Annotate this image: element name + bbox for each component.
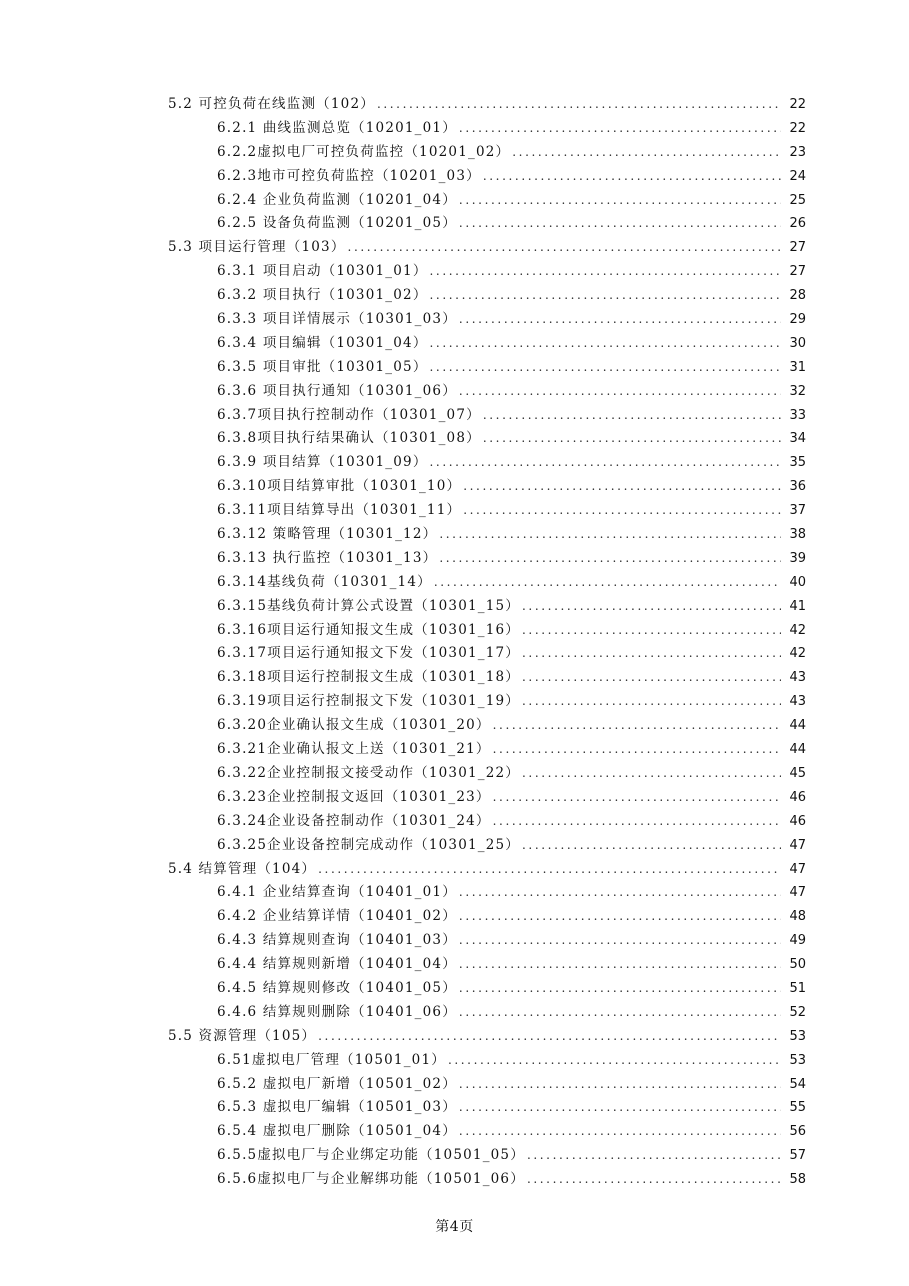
toc-subsection-entry[interactable] (0, 450, 909, 474)
toc-entry-title: 6.5.3 虚拟电厂编辑（10501_03） (217, 1099, 457, 1116)
toc-entry-title: 6.4.6 结算规则删除（10401_06） (217, 1003, 457, 1020)
toc-entry-title: 6.3.5 项目审批（10301_05） (217, 358, 428, 375)
toc-dot-leader (459, 312, 781, 326)
toc-subsection-entry[interactable] (0, 809, 909, 833)
toc-subsection-entry[interactable] (0, 331, 909, 355)
toc-entry-title: 6.3.9 项目结算（10301_09） (217, 454, 428, 471)
toc-dot-leader (483, 431, 781, 445)
toc-page-number: 58 (789, 1172, 806, 1188)
toc-dot-leader (448, 1053, 781, 1067)
toc-subsection-entry[interactable] (0, 522, 909, 546)
toc-entry-title: 6.3.22企业控制报文接受动作（10301_22） (217, 764, 521, 781)
toc-subsection-entry[interactable] (0, 761, 909, 785)
toc-entry-title: 6.4.2 企业结算详情（10401_02） (217, 908, 457, 925)
toc-page-number: 41 (789, 598, 806, 614)
toc-entry-title: 5.4 结算管理（104） (168, 860, 317, 877)
toc-subsection-entry[interactable] (0, 140, 909, 164)
toc-subsection-entry[interactable] (0, 116, 909, 140)
toc-dot-leader (434, 575, 781, 589)
toc-entry-title: 6.4.3 结算规则查询（10401_03） (217, 932, 457, 949)
toc-entry-title: 6.3.1 项目启动（10301_01） (217, 263, 428, 280)
toc-dot-leader (459, 909, 781, 923)
toc-dot-leader (483, 169, 781, 183)
toc-dot-leader (459, 384, 781, 398)
toc-page-number: 27 (789, 240, 806, 256)
toc-subsection-entry[interactable] (0, 403, 909, 427)
toc-subsection-entry[interactable] (0, 689, 909, 713)
toc-entry-title: 6.2.5 设备负荷监测（10201_05） (217, 215, 457, 232)
toc-page-number: 53 (789, 1052, 806, 1068)
toc-page-number: 56 (789, 1124, 806, 1140)
toc-page-number: 44 (789, 718, 806, 734)
toc-dot-leader (459, 121, 781, 135)
toc-dot-leader (522, 599, 781, 613)
toc-dot-leader (430, 264, 781, 278)
toc-dot-leader (463, 479, 781, 493)
toc-dot-leader (430, 336, 781, 350)
toc-page-number: 57 (789, 1148, 806, 1164)
toc-entry-title: 6.3.24企业设备控制动作（10301_24） (217, 812, 491, 829)
toc-page-number: 23 (789, 144, 806, 160)
toc-page-number: 33 (789, 407, 806, 423)
toc-section-entry[interactable] (0, 92, 909, 116)
toc-entry-title: 6.4.4 结算规则新增（10401_04） (217, 956, 457, 973)
toc-entry-title: 6.3.6 项目执行通知（10301_06） (217, 382, 457, 399)
toc-subsection-entry[interactable] (0, 880, 909, 904)
toc-dot-leader (493, 814, 781, 828)
toc-page-number: 30 (789, 335, 806, 351)
toc-page-number: 46 (789, 789, 806, 805)
toc-dot-leader (459, 1077, 781, 1091)
toc-entry-title: 6.3.7项目执行控制动作（10301_07） (217, 406, 481, 423)
toc-dot-leader (522, 646, 781, 660)
toc-entry-title: 6.3.19项目运行控制报文下发（10301_19） (217, 693, 521, 710)
toc-page-number: 32 (789, 383, 806, 399)
toc-entry-title: 6.3.12 策略管理（10301_12） (217, 526, 438, 543)
toc-dot-leader (348, 240, 781, 254)
toc-dot-leader (318, 1029, 781, 1043)
toc-subsection-entry[interactable] (0, 1048, 909, 1072)
toc-dot-leader (377, 97, 781, 111)
toc-entry-title: 6.5.5虚拟电厂与企业绑定功能（10501_05） (217, 1147, 525, 1164)
toc-page-number: 49 (789, 933, 806, 949)
toc-page-number: 22 (789, 97, 806, 112)
toc-dot-leader (439, 527, 781, 541)
toc-page-number: 50 (789, 957, 806, 973)
toc-subsection-entry[interactable] (0, 833, 909, 857)
toc-page-number: 39 (789, 550, 806, 566)
toc-subsection-entry[interactable] (0, 426, 909, 450)
toc-page-number: 35 (789, 455, 806, 471)
toc-subsection-entry[interactable] (0, 474, 909, 498)
toc-subsection-entry[interactable] (0, 211, 909, 235)
toc-entry-title: 6.3.13 执行监控（10301_13） (217, 549, 438, 566)
toc-page-number: 43 (789, 694, 806, 710)
toc-subsection-entry[interactable] (0, 976, 909, 1000)
toc-entry-title: 6.3.10项目结算审批（10301_10） (217, 478, 462, 495)
toc-section-entry[interactable] (0, 1024, 909, 1048)
toc-subsection-entry[interactable] (0, 1143, 909, 1167)
toc-dot-leader (493, 742, 781, 756)
toc-dot-leader (522, 694, 781, 708)
toc-subsection-entry[interactable] (0, 737, 909, 761)
toc-subsection-entry[interactable] (0, 307, 909, 331)
toc-dot-leader (459, 1124, 781, 1138)
toc-section-entry[interactable] (0, 235, 909, 259)
toc-subsection-entry[interactable] (0, 259, 909, 283)
toc-subsection-entry[interactable] (0, 904, 909, 928)
toc-page-number: 47 (789, 837, 806, 853)
toc-page-number: 27 (789, 264, 806, 280)
toc-subsection-entry[interactable] (0, 570, 909, 594)
toc-entry-title: 6.3.14基线负荷（10301_14） (217, 573, 432, 590)
toc-dot-leader (483, 408, 781, 422)
toc-dot-leader (430, 455, 781, 469)
toc-entry-title: 6.2.4 企业负荷监测（10201_04） (217, 191, 457, 208)
toc-dot-leader (522, 623, 781, 637)
toc-entry-title: 6.5.6虚拟电厂与企业解绑功能（10501_06） (217, 1171, 525, 1188)
toc-dot-leader (459, 981, 781, 995)
toc-page-number: 48 (789, 909, 806, 925)
toc-entry-title: 6.3.8项目执行结果确认（10301_08） (217, 430, 481, 447)
toc-page-number: 24 (789, 168, 806, 184)
toc-dot-leader (522, 766, 781, 780)
toc-page-number: 42 (789, 646, 806, 662)
toc-entry-title: 6.3.16项目运行通知报文生成（10301_16） (217, 621, 521, 638)
toc-dot-leader (459, 957, 781, 971)
toc-subsection-entry[interactable] (0, 1000, 909, 1024)
toc-page-number: 29 (789, 312, 806, 328)
toc-subsection-entry[interactable] (0, 665, 909, 689)
toc-page-number: 53 (789, 1028, 806, 1044)
toc-entry-title: 6.2.2虚拟电厂可控负荷监控（10201_02） (217, 143, 511, 160)
toc-dot-leader (439, 551, 781, 565)
toc-subsection-entry[interactable] (0, 1119, 909, 1143)
toc-subsection-entry[interactable] (0, 355, 909, 379)
toc-page-number: 47 (789, 885, 806, 901)
toc-entry-title: 6.5.4 虚拟电厂删除（10501_04） (217, 1123, 457, 1140)
toc-page-number: 37 (789, 503, 806, 519)
toc-page-number: 47 (789, 861, 806, 877)
toc-dot-leader (522, 838, 781, 852)
toc-dot-leader (493, 790, 781, 804)
toc-entry-title: 5.5 资源管理（105） (168, 1027, 317, 1044)
toc-subsection-entry[interactable] (0, 594, 909, 618)
toc-entry-title: 6.4.5 结算规则修改（10401_05） (217, 979, 457, 996)
toc-page-number: 44 (789, 742, 806, 758)
toc-page-number: 26 (789, 216, 806, 232)
toc-page-number: 54 (789, 1076, 806, 1092)
toc-entry-title: 6.2.3地市可控负荷监控（10201_03） (217, 167, 481, 184)
toc-subsection-entry[interactable] (0, 498, 909, 522)
table-of-contents (0, 92, 909, 1191)
toc-page-number: 55 (789, 1100, 806, 1116)
toc-page-number: 25 (789, 192, 806, 208)
toc-subsection-entry[interactable] (0, 952, 909, 976)
toc-dot-leader (430, 288, 781, 302)
toc-dot-leader (512, 145, 781, 159)
toc-entry-title: 6.3.17项目运行通知报文下发（10301_17） (217, 645, 521, 662)
toc-section-entry[interactable] (0, 857, 909, 881)
toc-page-number: 28 (789, 288, 806, 304)
toc-page-number: 43 (789, 670, 806, 686)
toc-entry-title: 6.2.1 曲线监测总览（10201_01） (217, 119, 457, 136)
toc-dot-leader (527, 1172, 781, 1186)
toc-subsection-entry[interactable] (0, 188, 909, 212)
page-number-footer: 第4页 (435, 1219, 474, 1235)
toc-entry-title: 5.2 可控负荷在线监测（102） (168, 96, 375, 112)
toc-page-number: 52 (789, 1004, 806, 1020)
toc-dot-leader (459, 216, 781, 230)
toc-dot-leader (318, 862, 781, 876)
toc-dot-leader (430, 360, 781, 374)
toc-entry-title: 6.51虚拟电厂管理（10501_01） (217, 1051, 446, 1068)
toc-subsection-entry[interactable] (0, 785, 909, 809)
toc-entry-title: 6.3.23企业控制报文返回（10301_23） (217, 788, 491, 805)
toc-subsection-entry[interactable] (0, 164, 909, 188)
toc-page-number: 40 (789, 574, 806, 590)
toc-page-number: 22 (789, 120, 806, 136)
toc-subsection-entry[interactable] (0, 1095, 909, 1119)
toc-page-number: 38 (789, 527, 806, 543)
toc-dot-leader (522, 670, 781, 684)
toc-page-number: 31 (789, 359, 806, 375)
toc-subsection-entry[interactable] (0, 618, 909, 642)
toc-subsection-entry[interactable] (0, 546, 909, 570)
toc-entry-title: 6.3.4 项目编辑（10301_04） (217, 334, 428, 351)
toc-entry-title: 6.3.11项目结算导出（10301_11） (217, 502, 462, 519)
toc-page-number: 34 (789, 431, 806, 447)
toc-entry-title: 6.4.1 企业结算查询（10401_01） (217, 884, 457, 901)
toc-subsection-entry[interactable] (0, 641, 909, 665)
toc-dot-leader (459, 1005, 781, 1019)
toc-page-number: 46 (789, 813, 806, 829)
toc-subsection-entry[interactable] (0, 928, 909, 952)
toc-page-number: 51 (789, 980, 806, 996)
toc-subsection-entry[interactable] (0, 713, 909, 737)
toc-dot-leader (493, 718, 781, 732)
toc-page-number: 36 (789, 479, 806, 495)
toc-entry-title: 6.3.15基线负荷计算公式设置（10301_15） (217, 597, 521, 614)
toc-dot-leader (459, 193, 781, 207)
toc-entry-title: 6.3.3 项目详情展示（10301_03） (217, 311, 457, 328)
toc-dot-leader (459, 933, 781, 947)
toc-entry-title: 5.3 项目运行管理（103） (168, 239, 346, 256)
toc-entry-title: 6.3.18项目运行控制报文生成（10301_18） (217, 669, 521, 686)
toc-entry-title: 6.3.2 项目执行（10301_02） (217, 287, 428, 304)
toc-subsection-entry[interactable] (0, 379, 909, 403)
toc-entry-title: 6.3.21企业确认报文上送（10301_21） (217, 741, 491, 758)
toc-entry-title: 6.5.2 虚拟电厂新增（10501_02） (217, 1075, 457, 1092)
toc-dot-leader (463, 503, 781, 517)
toc-page-number: 45 (789, 765, 806, 781)
toc-dot-leader (527, 1148, 781, 1162)
toc-subsection-entry[interactable] (0, 1072, 909, 1096)
toc-subsection-entry[interactable] (0, 283, 909, 307)
toc-subsection-entry[interactable] (0, 1167, 909, 1191)
toc-entry-title: 6.3.20企业确认报文生成（10301_20） (217, 717, 491, 734)
toc-dot-leader (459, 885, 781, 899)
toc-entry-title: 6.3.25企业设备控制完成动作（10301_25） (217, 836, 521, 853)
toc-page-number: 42 (789, 622, 806, 638)
toc-dot-leader (459, 1100, 781, 1114)
